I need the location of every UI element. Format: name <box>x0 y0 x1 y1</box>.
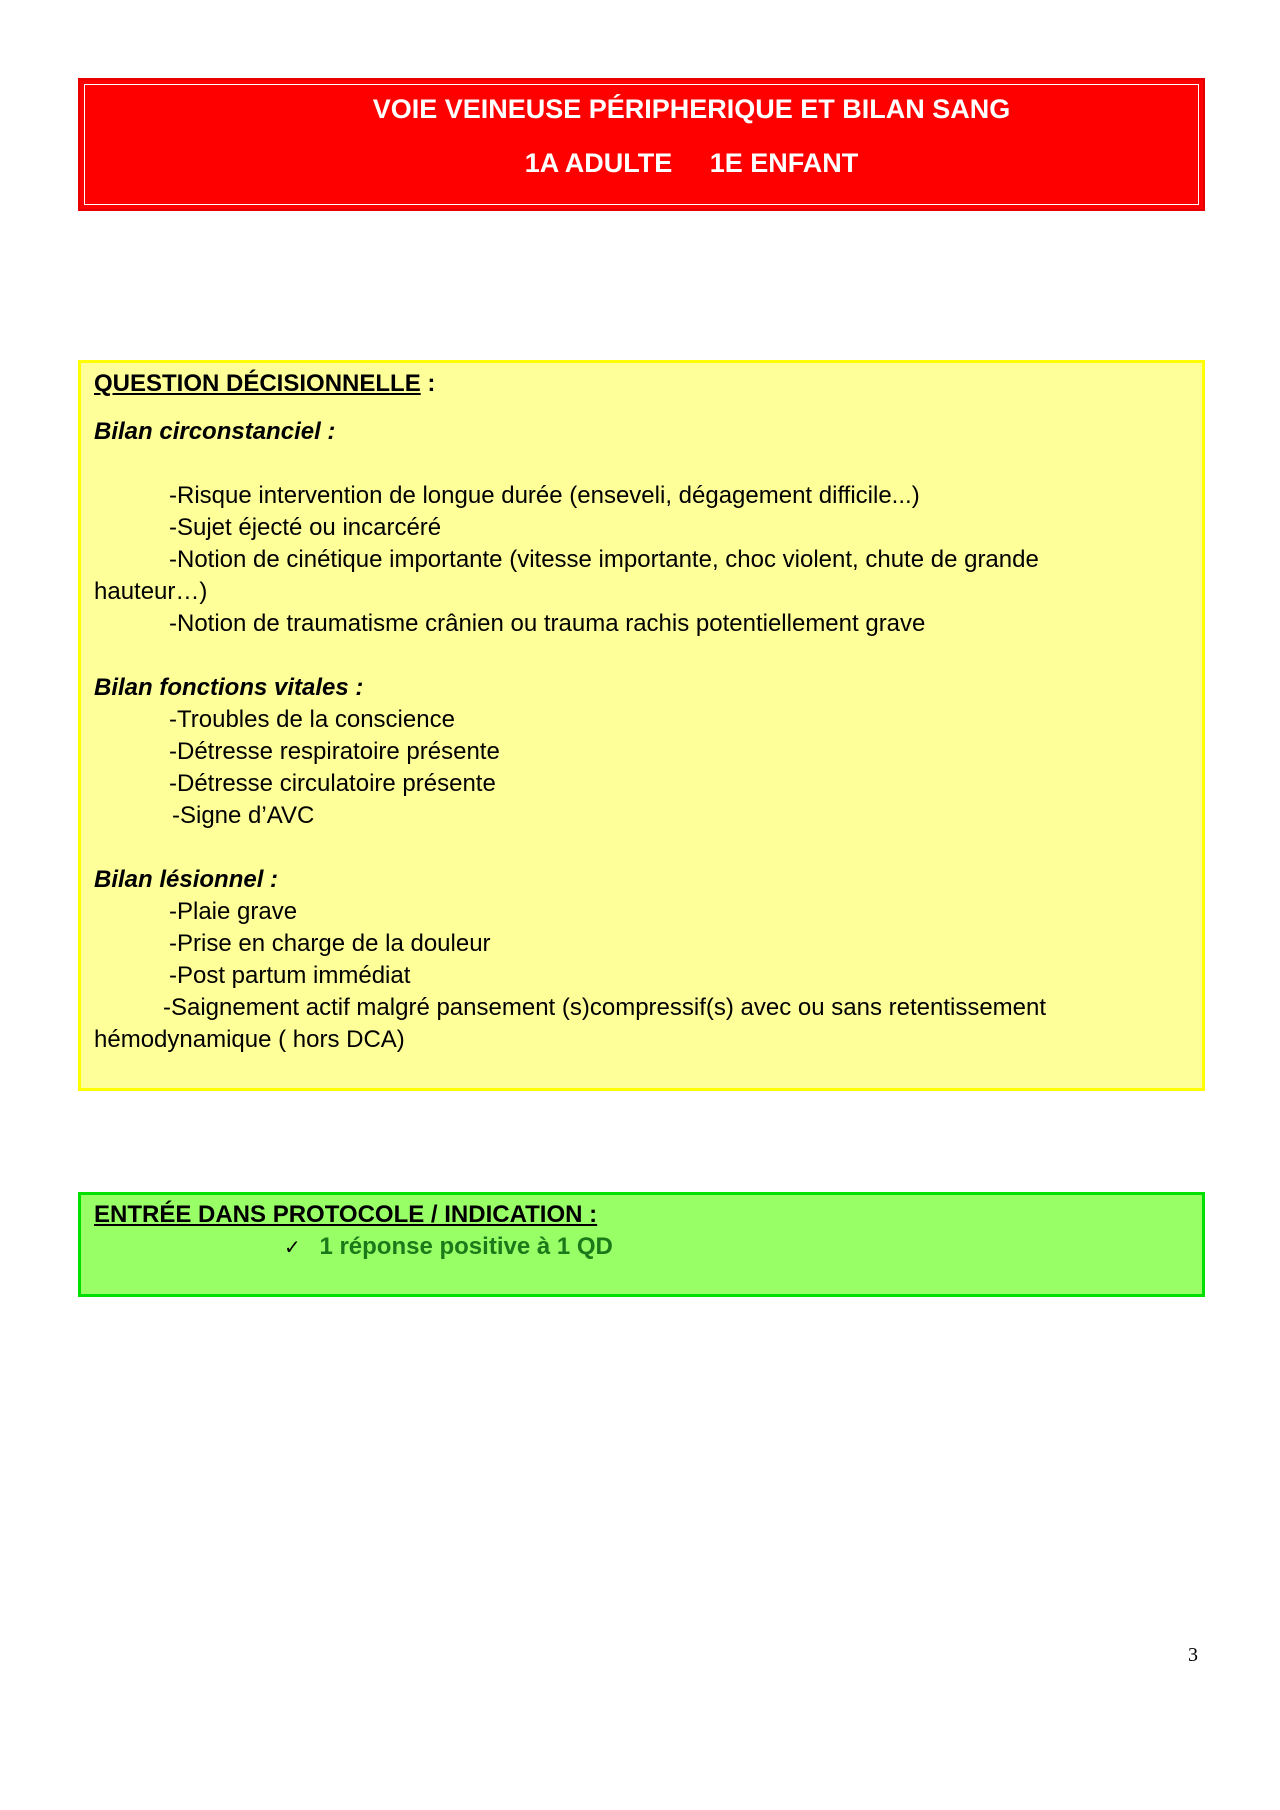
section-title: Bilan lésionnel : <box>94 866 279 893</box>
page-title: VOIE VEINEUSE PÉRIPHERIQUE ET BILAN SANG <box>372 94 1011 124</box>
decision-question-box <box>78 360 1205 1091</box>
list-item: -Risque intervention de longue durée (enseveli, dégagement difficile...) <box>169 482 920 509</box>
list-item: -Notion de cinétique importante (vitesse importante, choc violent, chute de grande <box>169 546 1039 573</box>
title-banner <box>78 78 1205 211</box>
protocol-item <box>284 1233 613 1261</box>
decision-question-heading: QUESTION DÉCISIONNELLE : <box>94 370 436 397</box>
list-item: -Plaie grave <box>169 898 298 925</box>
list-item: -Notion de traumatisme crânien ou trauma rachis potentiellement grave <box>169 610 926 637</box>
page-number: 3 <box>1188 1644 1198 1666</box>
protocol-heading: ENTRÉE DANS PROTOCOLE / INDICATION : <box>94 1201 598 1228</box>
protocol-item-text: 1 réponse positive à 1 QD <box>319 1233 613 1260</box>
list-item: -Sujet éjecté ou incarcéré <box>169 514 442 541</box>
section-title: Bilan fonctions vitales : <box>94 674 364 701</box>
list-item: -Troubles de la conscience <box>169 706 455 733</box>
list-item: -Prise en charge de la douleur <box>169 930 491 957</box>
list-item: -Détresse respiratoire présente <box>169 738 500 765</box>
list-item: hémodynamique ( hors DCA) <box>94 1026 405 1053</box>
list-item: -Signe d’AVC <box>172 802 315 829</box>
list-item: hauteur…) <box>94 578 208 605</box>
section-title: Bilan circonstanciel : <box>94 418 336 445</box>
check-icon: ✓ <box>284 1235 301 1259</box>
page-subtitle: 1A ADULTE 1E ENFANT <box>524 148 859 178</box>
list-item: -Post partum immédiat <box>169 962 411 989</box>
protocol-entry-box <box>78 1192 1205 1297</box>
list-item: -Détresse circulatoire présente <box>169 770 496 797</box>
list-item: -Saignement actif malgré pansement (s)compressif(s) avec ou sans retentissement <box>163 994 1047 1021</box>
